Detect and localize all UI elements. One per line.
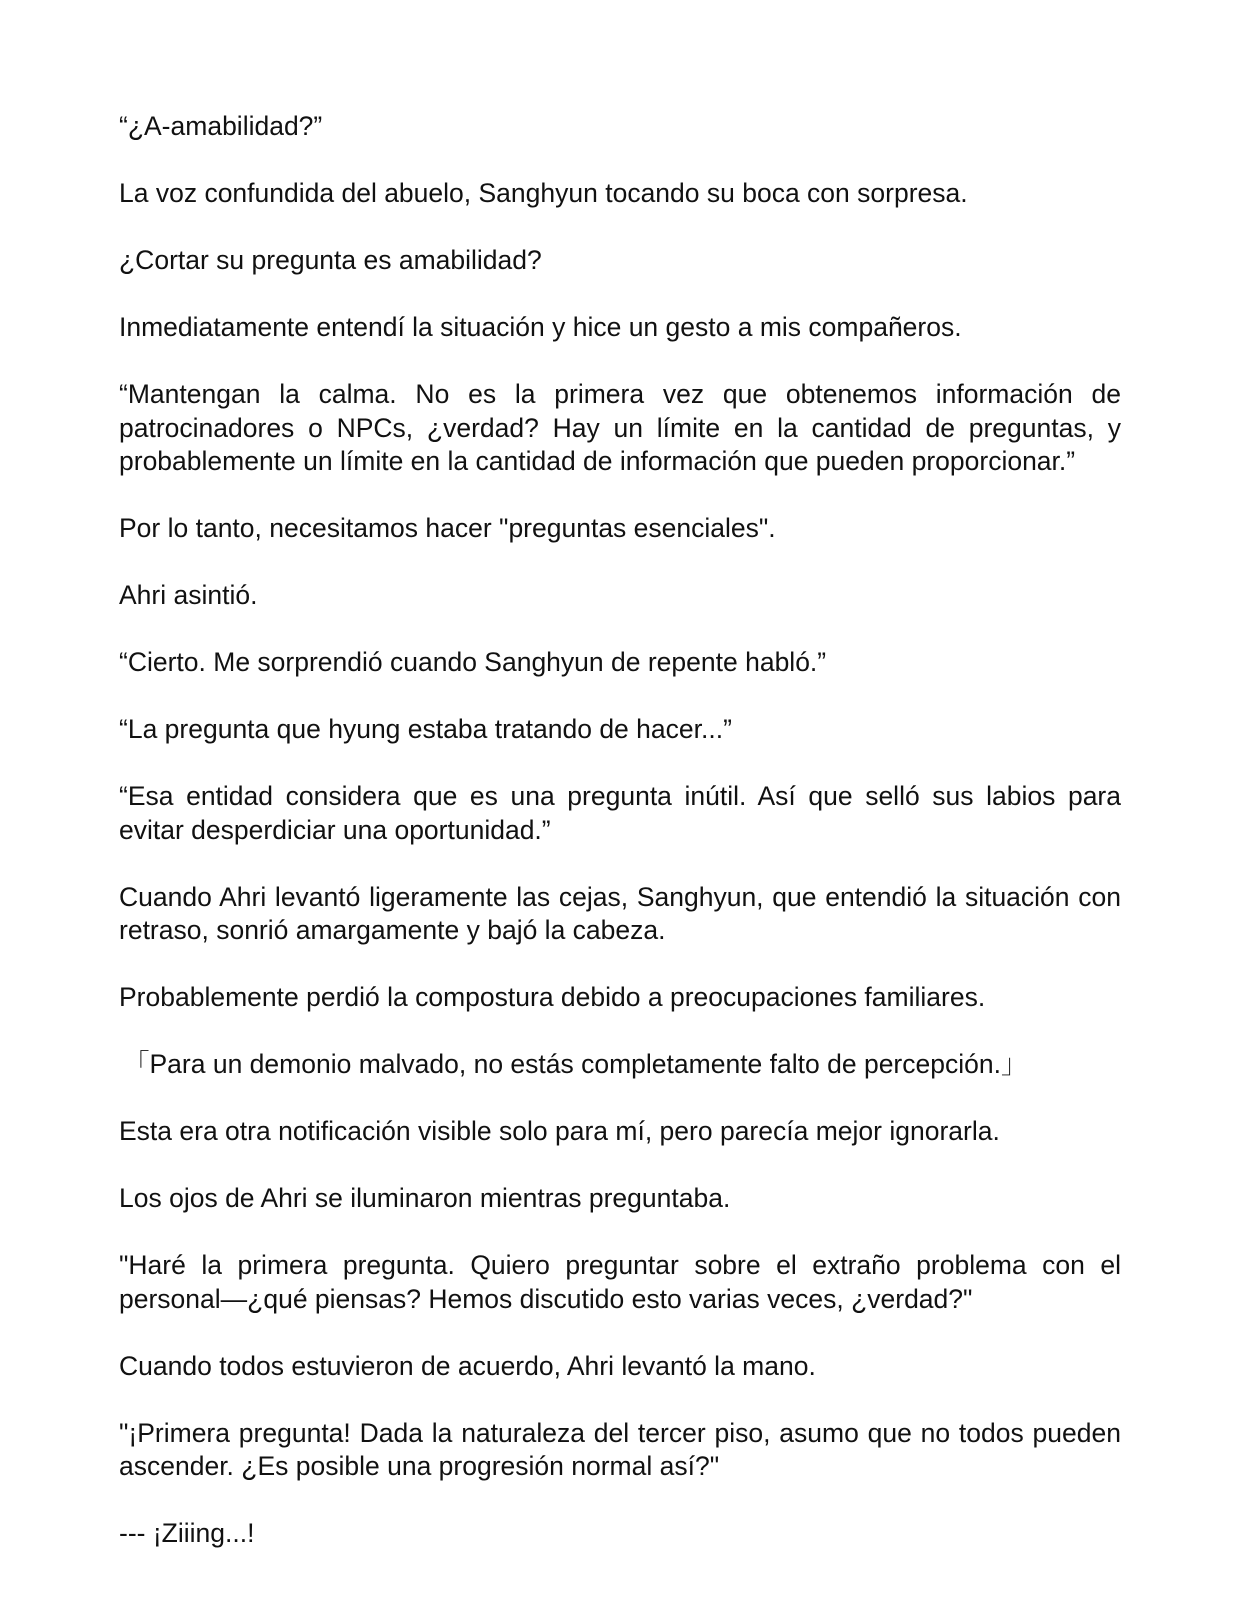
paragraph-7: Ahri asintió. (119, 580, 258, 610)
paragraph-8: “Cierto. Me sorprendió cuando Sanghyun de repente habló.” (119, 647, 827, 677)
paragraph-10: “Esa entidad considera que es una pregunta inútil. Así que selló sus labios para evitar desperdiciar una oportunidad.” (119, 781, 1121, 845)
paragraph-12: Probablemente perdió la compostura debido a preocupaciones familiares. (119, 982, 986, 1012)
paragraph-19: --- ¡Ziiing...! (119, 1518, 255, 1548)
paragraph-14: Esta era otra notificación visible solo para mí, pero parecía mejor ignorarla. (119, 1116, 1000, 1146)
paragraph-2: La voz confundida del abuelo, Sanghyun tocando su boca con sorpresa. (119, 178, 968, 208)
document-body (119, 110, 1121, 1584)
paragraph-15: Los ojos de Ahri se iluminaron mientras preguntaba. (119, 1183, 731, 1213)
paragraph-1: “¿A-amabilidad?” (119, 111, 323, 141)
paragraph-17: Cuando todos estuvieron de acuerdo, Ahri levantó la mano. (119, 1350, 816, 1381)
paragraph-4: Inmediatamente entendí la situación y hice un gesto a mis compañeros. (119, 312, 962, 342)
paragraph-11: Cuando Ahri levantó ligeramente las cejas, Sanghyun, que entendió la situación con retraso, sonrió amargamente y bajó la cabeza. (119, 881, 1121, 945)
paragraph-9: “La pregunta que hyung estaba tratando de hacer...” (119, 714, 732, 744)
paragraph-16: "Haré la primera pregunta. Quiero preguntar sobre el extraño problema con el personal—¿qué piensas? Hemos discutido esto varias veces, ¿verdad?" (119, 1250, 1121, 1314)
paragraph-18: "¡Primera pregunta! Dada la naturaleza del tercer piso, asumo que no todos pueden ascender. ¿Es posible una progresión normal así?" (119, 1417, 1121, 1481)
system-notification: 「Para un demonio malvado, no estás completamente falto de percepción.」 (123, 1049, 1028, 1079)
paragraph-6: Por lo tanto, necesitamos hacer "preguntas esenciales". (119, 513, 776, 543)
paragraph-3: ¿Cortar su pregunta es amabilidad? (119, 245, 542, 275)
paragraph-5: “Mantengan la calma. No es la primera vez que obtenemos información de patrocinadores o NPCs, ¿verdad? Hay un límite en la cantidad de preguntas, y probablemente un límite en la cantidad de información que pueden proporcionar.” (119, 379, 1121, 476)
